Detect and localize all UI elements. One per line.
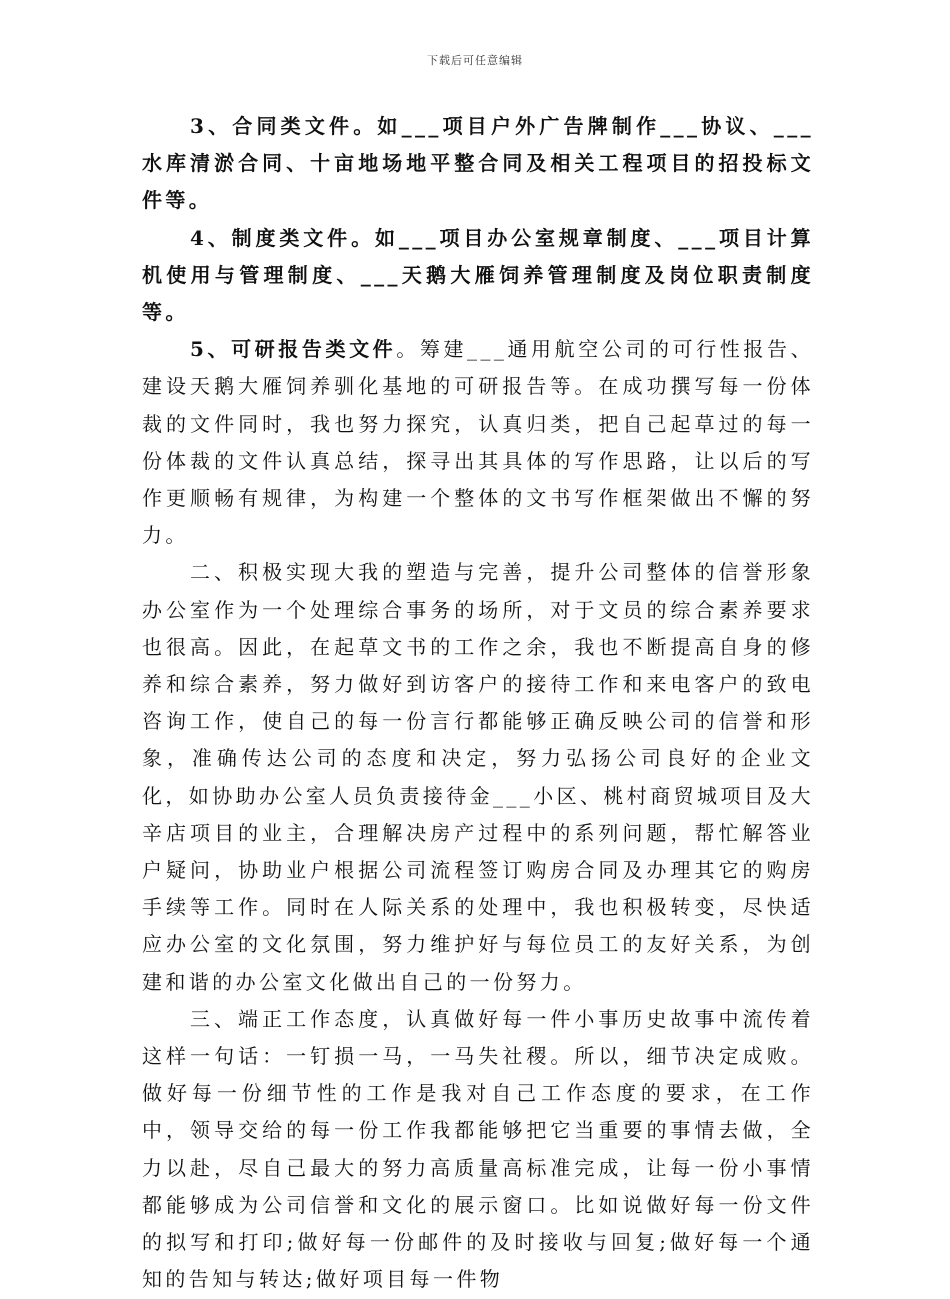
document-body bbox=[142, 108, 814, 1299]
paragraph-regulation-documents: 4、制度类文件。如___项目办公室规章制度、___项目计算机使用与管理制度、___天鹅大雁饲养管理制度及岗位职责制度等。 bbox=[142, 225, 814, 325]
paragraph-text: 。筹建___通用航空公司的可行性报告、建设天鹅大雁饲养驯化基地的可研报告等。在成功撰写每一份体裁的文件同时，我也努力探究，认真归类，把自己起草过的每一份体裁的文件认真总结，探寻出其具体的写作思路，让以后的写作更顺畅有规律，为构建一个整体的文书写作框架做出不懈的努力。 bbox=[142, 337, 814, 548]
paragraph-lead: 5、可研报告类文件 bbox=[190, 337, 397, 362]
paragraph-image-building: 二、积极实现大我的塑造与完善，提升公司整体的信誉形象办公室作为一个处理综合事务的场所，对于文员的综合素养要求也很高。因此，在起草文书的工作之余，我也不断提高自身的修养和综合素养，努力做好到访客户的接待工作和来电客户的致电咨询工作，使自己的每一份言行都能够正确反映公司的信誉和形象，准确传达公司的态度和决定，努力弘扬公司良好的企业文化，如协助办公室人员负责接待金___小区、桃村商贸城项目及大辛店项目的业主，合理解决房产过程中的系列问题，帮忙解答业户疑问，协助业户根据公司流程签订购房合同及办理其它的购房手续等工作。同时在人际关系的处理中，我也积极转变，尽快适应办公室的文化氛围，努力维护好与每位员工的友好关系，为创建和谐的办公室文化做出自己的一份努力。 bbox=[142, 560, 814, 994]
paragraph-feasibility-reports bbox=[142, 331, 814, 554]
page-header: 下载后可任意编辑 bbox=[427, 54, 523, 67]
paragraph-contract-documents: 3、合同类文件。如___项目户外广告牌制作___协议、___水库清淤合同、十亩地场地平整合同及相关工程项目的招投标文件等。 bbox=[142, 114, 814, 213]
paragraph-work-attitude: 三、端正工作态度，认真做好每一件小事历史故事中流传着这样一句话：一钉损一马，一马失社稷。所以，细节决定成败。做好每一份细节性的工作是我对自己工作态度的要求，在工作中，领导交给的每一份工作我都能够把它当重要的事情去做，全力以赴，尽自己最大的努力高质量高标准完成，让每一份小事情都能够成为公司信誉和文化的展示窗口。比如说做好每一份文件的拟写和打印;做好每一份邮件的及时接收与回复;做好每一个通知的告知与转达;做好项目每一件物 bbox=[142, 1006, 814, 1292]
